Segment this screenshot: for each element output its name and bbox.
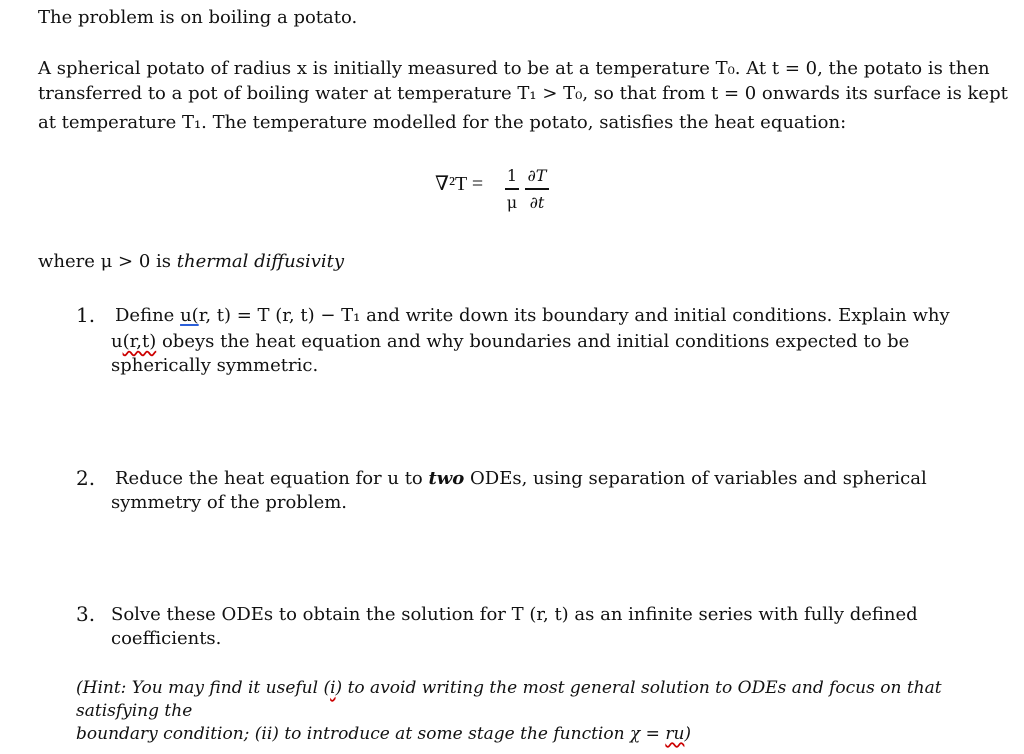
question-3-line-1: Solve these ODEs to obtain the solution for T (r, t) as an infinite series with fully defined xyxy=(111,604,918,625)
question-1-number: 1. xyxy=(76,303,96,327)
equation-num-2: ∂T xyxy=(527,166,547,185)
hint-text xyxy=(76,677,996,746)
question-2-line-2: symmetry of the problem. xyxy=(111,492,348,513)
equation-den-2: ∂t xyxy=(529,193,545,212)
problem-statement-line-2: transferred to a pot of boiling water at temperature T₁ > T₀, so that from t = 0 onwards its surface is kept xyxy=(38,83,1008,104)
where-line xyxy=(38,251,344,273)
where-prefix: where μ > 0 is xyxy=(38,251,177,272)
question-1-text xyxy=(111,304,975,378)
question-3-number: 3. xyxy=(76,602,96,626)
equation-num-1: 1 xyxy=(506,166,518,185)
hint-line-2: boundary condition; (ii) to introduce at some stage the function χ = ru) xyxy=(76,724,692,744)
fraction-bar-1 xyxy=(505,188,519,190)
question-2-number: 2. xyxy=(76,466,96,490)
question-2-text xyxy=(111,467,975,515)
fraction-bar-2 xyxy=(525,188,549,190)
question-1-line-3: spherically symmetric. xyxy=(111,355,319,376)
problem-statement-line-1: A spherical potato of radius x is initially measured to be at a temperature T₀. At t = 0, the potato is then xyxy=(38,58,990,79)
question-3-line-2: coefficients. xyxy=(111,628,222,649)
question-1-line-1: Define u(r, t) = T (r, t) − T₁ and write down its boundary and initial conditions. Explain why xyxy=(115,305,950,326)
question-1-line-2: u(r,t) obeys the heat equation and why boundaries and initial conditions expected to be xyxy=(111,331,910,352)
where-term: thermal diffusivity xyxy=(176,251,345,272)
question-2-line-1: Reduce the heat equation for u to two ODEs, using separation of variables and spherical xyxy=(115,468,927,489)
equation-lhs: ∇²T = xyxy=(435,173,484,195)
equation-den-1: μ xyxy=(506,193,518,212)
question-3-text xyxy=(111,603,971,651)
hint-line-1: (Hint: You may find it useful (i) to avoid writing the most general solution to ODEs and focus on that satisfying the xyxy=(76,678,942,721)
problem-statement-line-3: at temperature T₁. The temperature modelled for the potato, satisfies the heat equation: xyxy=(38,112,847,133)
intro-line: The problem is on boiling a potato. xyxy=(38,7,358,28)
